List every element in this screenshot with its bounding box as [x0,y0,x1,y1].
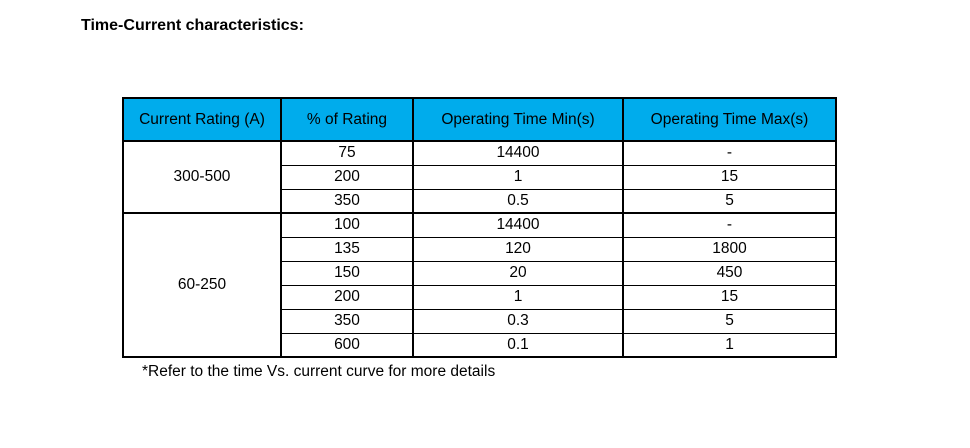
time-min-cell: 0.5 [413,189,623,213]
time-max-cell: 5 [623,189,836,213]
percent-cell: 600 [281,333,413,357]
time-min-cell: 120 [413,237,623,261]
percent-cell: 135 [281,237,413,261]
column-header-current-rating: Current Rating (A) [123,98,281,141]
time-max-cell: 1800 [623,237,836,261]
percent-cell: 75 [281,141,413,165]
table-row [123,213,836,237]
time-min-cell: 1 [413,165,623,189]
time-min-cell: 14400 [413,213,623,237]
time-max-cell: - [623,141,836,165]
time-max-cell: 15 [623,165,836,189]
time-min-cell: 1 [413,285,623,309]
time-min-cell: 20 [413,261,623,285]
rating-group-cell: 300-500 [123,141,281,213]
time-max-cell: 450 [623,261,836,285]
time-max-cell: - [623,213,836,237]
time-min-cell: 0.1 [413,333,623,357]
column-header-operating-time-min: Operating Time Min(s) [413,98,623,141]
time-max-cell: 1 [623,333,836,357]
percent-cell: 200 [281,165,413,189]
page-title: Time-Current characteristics: [81,17,304,34]
percent-cell: 350 [281,309,413,333]
column-header-percent-of-rating: % of Rating [281,98,413,141]
percent-cell: 100 [281,213,413,237]
percent-cell: 150 [281,261,413,285]
table-row [123,141,836,165]
percent-cell: 200 [281,285,413,309]
footnote: *Refer to the time Vs. current curve for more details [142,363,496,380]
table-header-row [123,98,836,141]
time-min-cell: 14400 [413,141,623,165]
rating-group-cell: 60-250 [123,213,281,357]
percent-cell: 350 [281,189,413,213]
time-max-cell: 15 [623,285,836,309]
column-header-operating-time-max: Operating Time Max(s) [623,98,836,141]
time-min-cell: 0.3 [413,309,623,333]
time-current-table [122,97,837,358]
time-max-cell: 5 [623,309,836,333]
